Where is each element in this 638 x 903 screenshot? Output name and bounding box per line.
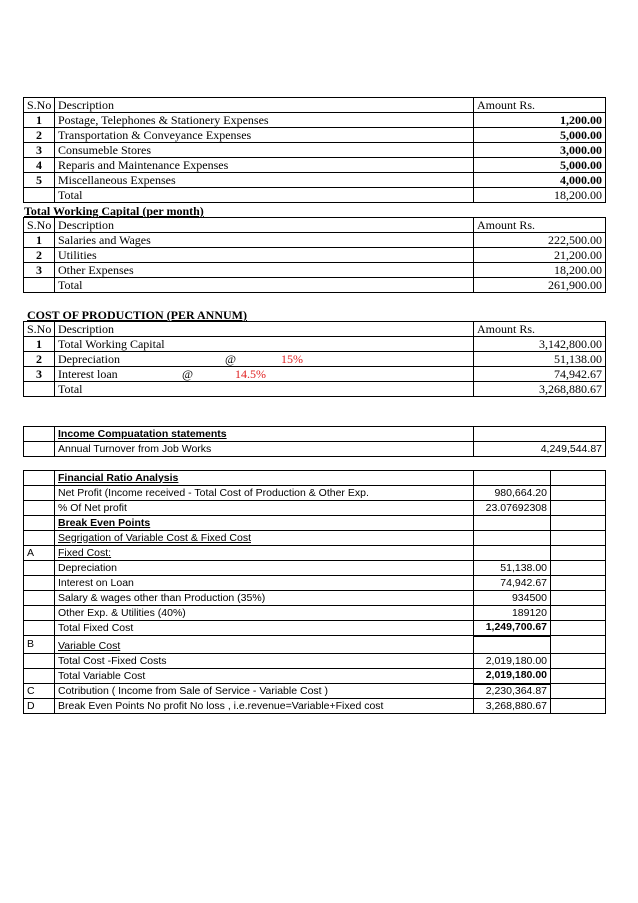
fixed-cost-title: Fixed Cost: xyxy=(55,546,474,561)
table-row xyxy=(24,263,606,278)
empty-cell xyxy=(474,471,551,486)
ratio-title-row xyxy=(24,471,606,486)
empty-cell xyxy=(551,591,606,606)
table-header-row xyxy=(24,98,606,113)
empty-cell xyxy=(24,531,55,546)
empty-cell xyxy=(551,531,606,546)
row-amount: 1,200.00 xyxy=(474,113,606,128)
financial-ratio-table xyxy=(23,470,606,714)
row-sno: 1 xyxy=(24,337,55,352)
row-label: Salary & wages other than Production (35%) xyxy=(55,591,474,606)
total-amount: 261,900.00 xyxy=(474,278,606,293)
row-description: Reparis and Maintenance Expenses xyxy=(55,158,474,173)
row-amount: 222,500.00 xyxy=(474,233,606,248)
segregation-label: Segrigation of Variable Cost & Fixed Cost xyxy=(55,531,474,546)
table-row xyxy=(24,337,606,352)
row-label: Depreciation xyxy=(55,561,474,576)
break-even-value: 3,268,880.67 xyxy=(474,699,551,714)
net-profit-percent-label: % Of Net profit xyxy=(55,501,474,516)
row-label: Interest on Loan xyxy=(55,576,474,591)
empty-cell xyxy=(24,501,55,516)
income-title: Income Compuatation statements xyxy=(55,427,474,442)
empty-cell xyxy=(24,486,55,501)
at-symbol: @ xyxy=(225,352,237,366)
row-sno: 3 xyxy=(24,143,55,158)
empty-cell xyxy=(551,576,606,591)
header-sno: S.No xyxy=(24,218,55,233)
rate-value: 15% xyxy=(281,352,303,366)
empty-cell xyxy=(474,546,551,561)
row-sno: 2 xyxy=(24,248,55,263)
total-label: Total xyxy=(55,382,474,397)
table-row xyxy=(24,158,606,173)
section-letter: C xyxy=(24,684,55,699)
cost-of-production-title: COST OF PRODUCTION (PER ANNUM) xyxy=(27,308,248,322)
table-row xyxy=(24,173,606,188)
row-description-cell xyxy=(55,367,474,382)
total-sno-empty xyxy=(24,278,55,293)
empty-cell xyxy=(551,516,606,531)
empty-cell xyxy=(474,516,551,531)
section-letter: D xyxy=(24,699,55,714)
row-value: 189120 xyxy=(474,606,551,621)
empty-cell xyxy=(24,427,55,442)
row-sno: 1 xyxy=(24,113,55,128)
row-value: 74,942.67 xyxy=(474,576,551,591)
income-value: 4,249,544.87 xyxy=(474,442,606,457)
row-amount: 5,000.00 xyxy=(474,128,606,143)
table-row xyxy=(24,576,606,591)
total-row xyxy=(24,621,606,636)
row-sno: 3 xyxy=(24,263,55,278)
empty-cell xyxy=(551,501,606,516)
row-description: Total Working Capital xyxy=(55,337,474,352)
variable-cost-title: Variable Cost xyxy=(55,636,474,654)
row-sno: 2 xyxy=(24,128,55,143)
total-row xyxy=(24,278,606,293)
contribution-label: Cotribution ( Income from Sale of Service - Variable Cost ) xyxy=(55,684,474,699)
rate-value: 14.5% xyxy=(235,367,266,381)
row-sno: 5 xyxy=(24,173,55,188)
net-profit-percent-value: 23.07692308 xyxy=(474,501,551,516)
row-amount: 3,142,800.00 xyxy=(474,337,606,352)
net-profit-label: Net Profit (Income received - Total Cost of Production & Other Exp. xyxy=(55,486,474,501)
row-amount: 51,138.00 xyxy=(474,352,606,367)
table-row xyxy=(24,128,606,143)
row-value: 2,019,180.00 xyxy=(474,654,551,669)
empty-cell xyxy=(24,516,55,531)
header-description: Description xyxy=(55,218,474,233)
income-table xyxy=(23,426,606,457)
empty-cell xyxy=(24,669,55,684)
table-row xyxy=(24,606,606,621)
empty-cell xyxy=(551,621,606,636)
row-amount: 18,200.00 xyxy=(474,263,606,278)
total-label: Total xyxy=(55,188,474,203)
empty-cell xyxy=(24,561,55,576)
empty-cell xyxy=(474,531,551,546)
empty-cell xyxy=(551,546,606,561)
at-symbol: @ xyxy=(182,367,194,381)
empty-cell xyxy=(551,654,606,669)
row-sno: 4 xyxy=(24,158,55,173)
break-even-label: Break Even Points No profit No loss , i.e.revenue=Variable+Fixed cost xyxy=(55,699,474,714)
empty-cell xyxy=(551,636,606,654)
table-row xyxy=(24,367,606,382)
row-description: Miscellaneous Expenses xyxy=(55,173,474,188)
income-title-row xyxy=(24,427,606,442)
row-description: Salaries and Wages xyxy=(55,233,474,248)
table-row xyxy=(24,684,606,699)
table-row xyxy=(24,546,606,561)
row-value: 51,138.00 xyxy=(474,561,551,576)
row-value: 934500 xyxy=(474,591,551,606)
total-label: Total xyxy=(55,278,474,293)
total-sno-empty xyxy=(24,188,55,203)
row-amount: 5,000.00 xyxy=(474,158,606,173)
empty-cell xyxy=(551,669,606,684)
total-amount: 3,268,880.67 xyxy=(474,382,606,397)
empty-cell xyxy=(24,471,55,486)
variable-cost-total: 2,019,180.00 xyxy=(474,669,551,684)
table-header-row xyxy=(24,218,606,233)
section-letter: A xyxy=(24,546,55,561)
total-row xyxy=(24,382,606,397)
empty-cell xyxy=(551,486,606,501)
row-description: Other Expenses xyxy=(55,263,474,278)
empty-cell xyxy=(551,684,606,699)
table-row xyxy=(24,636,606,654)
empty-cell xyxy=(24,621,55,636)
table-row xyxy=(24,591,606,606)
row-description: Depreciation xyxy=(58,351,120,366)
table-row xyxy=(24,531,606,546)
empty-cell xyxy=(24,606,55,621)
header-sno: S.No xyxy=(24,98,55,113)
header-description: Description xyxy=(55,322,474,337)
row-description: Postage, Telephones & Stationery Expenses xyxy=(55,113,474,128)
row-amount: 4,000.00 xyxy=(474,173,606,188)
table-row xyxy=(24,699,606,714)
empty-cell xyxy=(551,561,606,576)
table-row xyxy=(24,486,606,501)
cost-of-production-table xyxy=(23,321,606,397)
empty-cell xyxy=(551,606,606,621)
net-profit-value: 980,664.20 xyxy=(474,486,551,501)
row-sno: 1 xyxy=(24,233,55,248)
empty-cell xyxy=(24,654,55,669)
empty-cell xyxy=(474,636,551,654)
expenses-table xyxy=(23,97,606,203)
table-row xyxy=(24,248,606,263)
empty-cell xyxy=(551,699,606,714)
income-label: Annual Turnover from Job Works xyxy=(55,442,474,457)
row-description: Consumeble Stores xyxy=(55,143,474,158)
empty-cell xyxy=(24,442,55,457)
table-row xyxy=(24,654,606,669)
table-row xyxy=(24,352,606,367)
fixed-cost-total: 1,249,700.67 xyxy=(474,621,551,636)
empty-cell xyxy=(24,591,55,606)
total-row xyxy=(24,669,606,684)
table-row xyxy=(24,442,606,457)
table-row xyxy=(24,233,606,248)
section-letter: B xyxy=(24,636,55,654)
row-description: Utilities xyxy=(55,248,474,263)
contribution-value: 2,230,364.87 xyxy=(474,684,551,699)
table-row xyxy=(24,113,606,128)
break-even-title-row xyxy=(24,516,606,531)
fixed-cost-total-label: Total Fixed Cost xyxy=(55,621,474,636)
working-capital-title: Total Working Capital (per month) xyxy=(24,204,204,218)
row-sno: 3 xyxy=(24,367,55,382)
total-sno-empty xyxy=(24,382,55,397)
break-even-title: Break Even Points xyxy=(55,516,474,531)
table-row xyxy=(24,501,606,516)
row-label: Other Exp. & Utilities (40%) xyxy=(55,606,474,621)
row-amount: 74,942.67 xyxy=(474,367,606,382)
ratio-title: Financial Ratio Analysis xyxy=(55,471,474,486)
total-row xyxy=(24,188,606,203)
variable-cost-total-label: Total Variable Cost xyxy=(55,669,474,684)
row-amount: 21,200.00 xyxy=(474,248,606,263)
row-description: Interest loan xyxy=(58,366,118,381)
total-amount: 18,200.00 xyxy=(474,188,606,203)
empty-cell xyxy=(551,471,606,486)
header-amount: Amount Rs. xyxy=(474,98,606,113)
row-label: Total Cost -Fixed Costs xyxy=(55,654,474,669)
table-row xyxy=(24,561,606,576)
header-sno: S.No xyxy=(24,322,55,337)
table-header-row xyxy=(24,322,606,337)
row-sno: 2 xyxy=(24,352,55,367)
working-capital-table xyxy=(23,217,606,293)
row-description: Transportation & Conveyance Expenses xyxy=(55,128,474,143)
header-amount: Amount Rs. xyxy=(474,322,606,337)
empty-cell xyxy=(474,427,606,442)
table-row xyxy=(24,143,606,158)
header-amount: Amount Rs. xyxy=(474,218,606,233)
empty-cell xyxy=(24,576,55,591)
row-amount: 3,000.00 xyxy=(474,143,606,158)
row-description-cell xyxy=(55,352,474,367)
header-description: Description xyxy=(55,98,474,113)
